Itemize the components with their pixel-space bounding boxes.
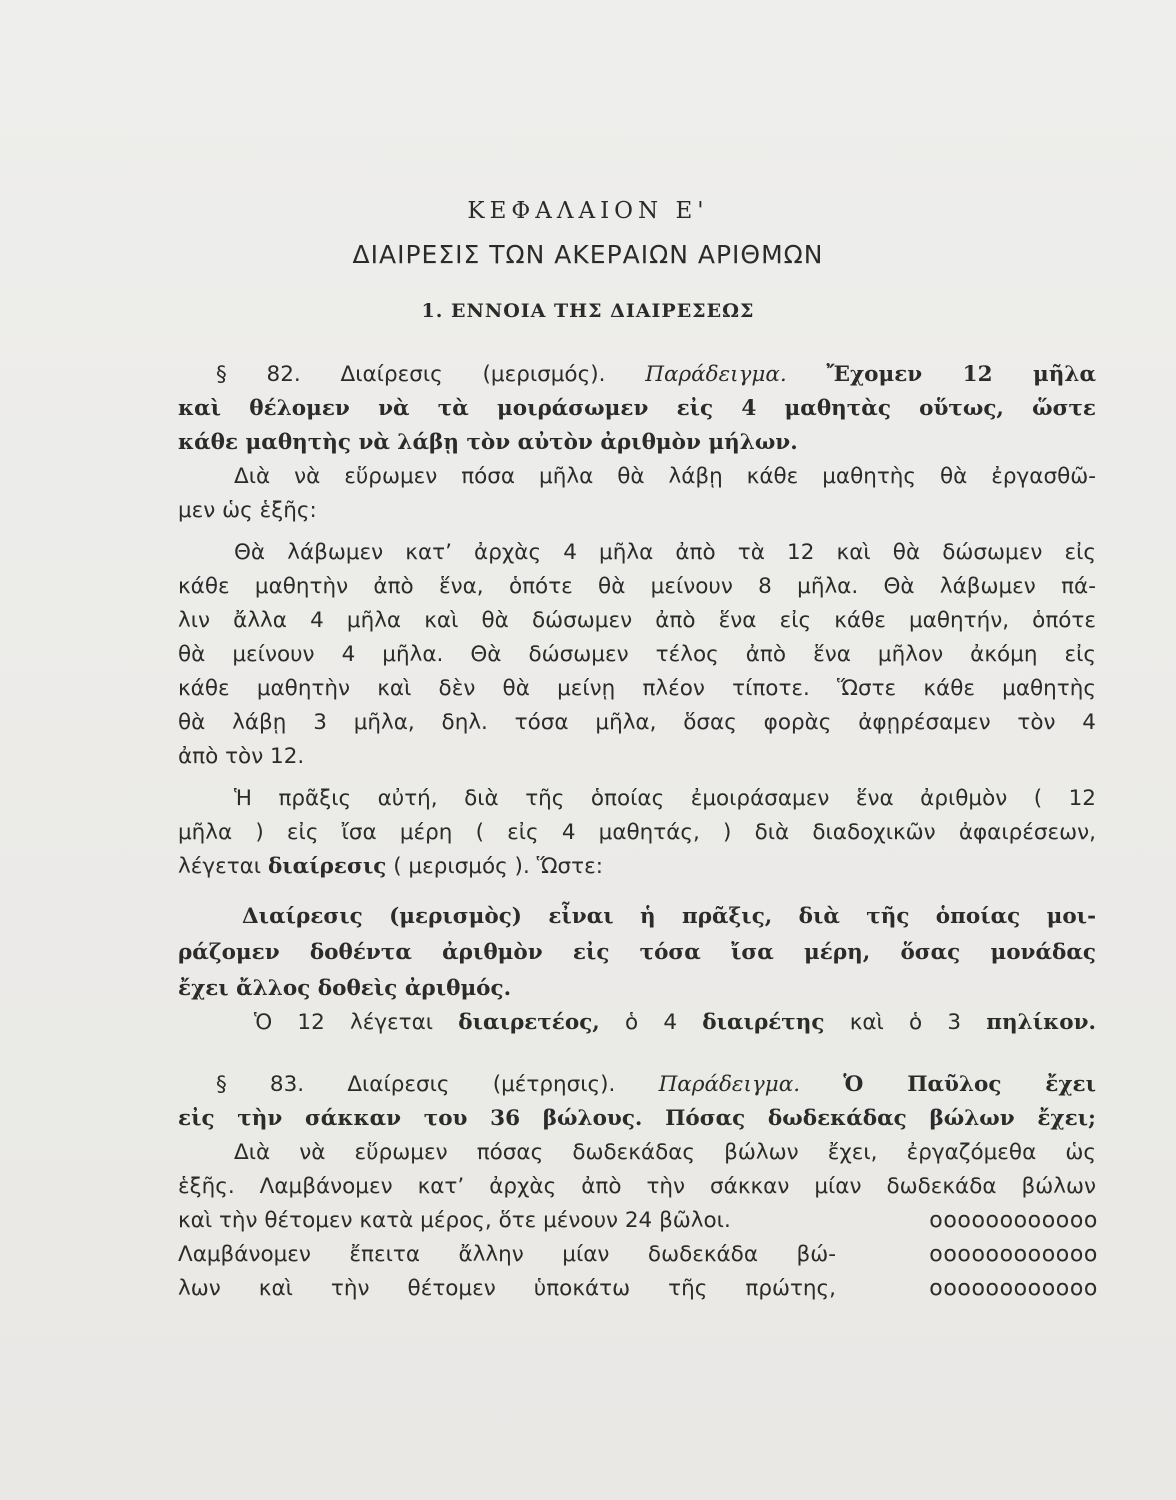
text-line: Διὰ νὰ εὕρωμεν πόσας δωδεκάδας βώλων ἔχει, ἐργαζόμεθα ὡς	[234, 1140, 1096, 1165]
terms-line: Ὁ 12 λέγεται διαιρετέος, ὁ 4 διαιρέτης καὶ ὁ 3 πηλίκον.	[254, 1010, 1096, 1035]
marble-row: οοοοοοοοοοοο	[929, 1276, 1098, 1301]
text-line: Διὰ νὰ εὕρωμεν πόσα μῆλα θὰ λάβῃ κάθε μαθητὴς θὰ ἐργασθῶ-	[234, 464, 1096, 489]
text-line: μεν ὡς ἑξῆς:	[178, 498, 317, 523]
problem-line: εἰς τὴν σάκκαν του 36 βώλους. Πόσας δωδεκάδας βώλων ἔχει;	[178, 1106, 1096, 1131]
chapter-title: ΔΙΑΙΡΕΣΙΣ ΤΩΝ ΑΚΕΡΑΙΩΝ ΑΡΙΘΜΩΝ	[352, 240, 824, 269]
term-divisor: διαιρέτης	[702, 1010, 825, 1035]
text-line: ἑξῆς. Λαμβάνομεν κατ’ ἀρχὰς ἀπὸ τὴν σάκκαν μίαν δωδεκάδα βώλων	[178, 1174, 1096, 1199]
term-division: διαίρεσις	[267, 854, 387, 879]
paragraph-title: Διαίρεσις (μέτρησις).	[347, 1072, 616, 1097]
paragraph-82-heading-line: § 82. Διαίρεσις (μερισμός). Παράδειγμα. Ἔχομεν 12 μῆλα	[216, 362, 1096, 387]
marble-row: οοοοοοοοοοοο	[929, 1208, 1098, 1233]
text-line: λων καὶ τὴν θέτομεν ὑποκάτω τῆς πρώτης,	[178, 1276, 836, 1301]
text-line: κάθε μαθητὴν καὶ δὲν θὰ μείνῃ πλέον τίποτε. Ὥστε κάθε μαθητὴς	[178, 676, 1096, 701]
text-line: Ἡ πρᾶξις αὐτή, διὰ τῆς ὁποίας ἐμοιράσαμεν ἕνα ἀριθμὸν ( 12	[234, 786, 1096, 811]
example-label: Παράδειγμα.	[645, 362, 787, 387]
text-line: Λαμβάνομεν ἔπειτα ἄλλην μίαν δωδεκάδα βώ-	[178, 1242, 836, 1267]
paragraph-number: § 83.	[216, 1072, 305, 1097]
text-line: λιν ἄλλα 4 μῆλα καὶ θὰ δώσωμεν ἀπὸ ἕνα εἰς κάθε μαθητήν, ὁπότε	[178, 608, 1096, 633]
definition-line: Διαίρεσις (μερισμὸς) εἶναι ἡ πρᾶξις, διὰ τῆς ὁποίας μοι-	[242, 904, 1096, 929]
text-line: μῆλα ) εἰς ἴσα μέρη ( εἰς 4 μαθητάς, ) διὰ διαδοχικῶν ἀφαιρέσεων,	[178, 820, 1096, 845]
paragraph-title: Διαίρεσις (μερισμός).	[340, 362, 606, 387]
paragraph-number: § 82.	[216, 362, 301, 387]
problem-line: κάθε μαθητὴς νὰ λάβῃ τὸν αὐτὸν ἀριθμὸν μήλων.	[178, 430, 798, 455]
term-dividend: διαιρετέος,	[458, 1010, 600, 1035]
paragraph-83-heading-line: § 83. Διαίρεσις (μέτρησις). Παράδειγμα. Ὁ Παῦλος ἔχει	[216, 1072, 1096, 1097]
chapter-label: ΚΕΦΑΛΑΙΟΝ Ε'	[467, 198, 709, 224]
text-line: Θὰ λάβωμεν κατ’ ἀρχὰς 4 μῆλα ἀπὸ τὰ 12 καὶ θὰ δώσωμεν εἰς	[234, 540, 1096, 565]
text-line: θὰ λάβῃ 3 μῆλα, δηλ. τόσα μῆλα, ὅσας φορὰς ἀφῃρέσαμεν τὸν 4	[178, 710, 1096, 735]
marble-row: οοοοοοοοοοοο	[929, 1242, 1098, 1267]
problem-line: καὶ θέλομεν νὰ τὰ μοιράσωμεν εἰς 4 μαθητὰς οὕτως, ὥστε	[178, 396, 1096, 421]
text-line: ἀπὸ τὸν 12.	[178, 744, 305, 769]
text-line: κάθε μαθητὴν ἀπὸ ἕνα, ὁπότε θὰ μείνουν 8 μῆλα. Θὰ λάβωμεν πά-	[178, 574, 1096, 599]
definition-line: ἔχει ἄλλος δοθεὶς ἀριθμός.	[178, 976, 512, 1001]
text-line: καὶ τὴν θέτομεν κατὰ μέρος, ὅτε μένουν 24 βῶλοι.	[178, 1208, 731, 1233]
term-quotient: πηλίκον.	[986, 1010, 1096, 1035]
section-heading: 1. ΕΝΝΟΙΑ ΤΗΣ ΔΙΑΙΡΕΣΕΩΣ	[421, 300, 755, 322]
example-label: Παράδειγμα.	[658, 1072, 801, 1097]
text-line: θὰ μείνουν 4 μῆλα. Θὰ δώσωμεν τέλος ἀπὸ ἕνα μῆλον ἀκόμη εἰς	[178, 642, 1096, 667]
text-line: λέγεται διαίρεσις ( μερισμός ). Ὥστε:	[178, 854, 603, 879]
definition-line: ράζομεν δοθέντα ἀριθμὸν εἰς τόσα ἴσα μέρη, ὅσας μονάδας	[178, 940, 1096, 965]
